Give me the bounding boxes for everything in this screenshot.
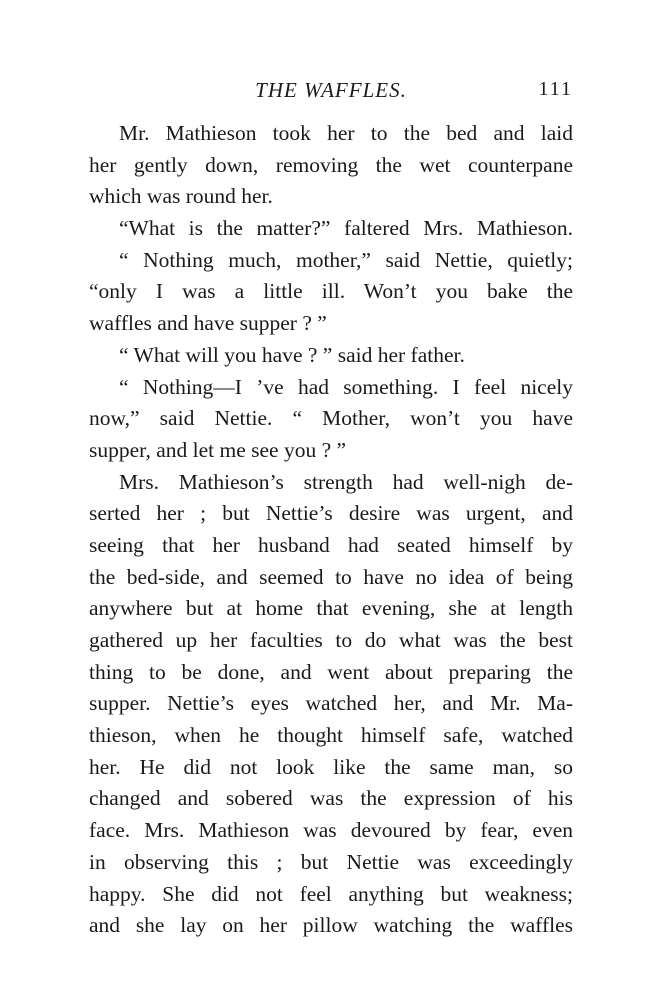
text-line: gathered up her faculties to do what was the best [89, 628, 573, 652]
text-line: “only I was a little ill. Won’t you bake the [89, 279, 573, 304]
text-line: changed and sobered was the expression of his [89, 786, 573, 811]
text-line: Mr. Mathieson took her to the bed and laid [119, 121, 573, 145]
page-number: 111 [538, 78, 573, 100]
text-line: waffles and have supper ? ” [89, 311, 327, 336]
text-line: supper. Nettie’s eyes watched her, and Mr. Ma- [89, 691, 573, 716]
text-line: the bed-side, and seemed to have no idea of being [89, 564, 573, 589]
text-line: her gently down, removing the wet counterpane [89, 152, 573, 177]
body-text [89, 118, 573, 942]
text-line: serted her ; but Nettie’s desire was urgent, and [89, 501, 573, 526]
text-line: which was round her. [89, 184, 273, 209]
page-header [89, 78, 573, 108]
text-line: face. Mrs. Mathieson was devoured by fear, even [89, 818, 573, 843]
text-line: thing to be done, and went about preparing the [89, 659, 573, 684]
running-title: THE WAFFLES. [255, 78, 407, 102]
text-line: her. He did not look like the same man, so [89, 754, 573, 779]
text-line: thieson, when he thought himself safe, watched [89, 723, 573, 748]
text-line: now,” said Nettie. “ Mother, won’t you have [89, 406, 573, 431]
text-line: “ Nothing much, mother,” said Nettie, quietly; [119, 247, 573, 272]
text-line: happy. She did not feel anything but weakness; [89, 881, 573, 906]
text-line: seeing that her husband had seated himself by [89, 532, 573, 557]
text-line: “What is the matter?” faltered Mrs. Mathieson. [119, 216, 573, 241]
text-line: and she lay on her pillow watching the waffles [89, 913, 573, 938]
text-line: “ Nothing—I ’ve had something. I feel nicely [119, 374, 573, 399]
text-line: Mrs. Mathieson’s strength had well-nigh de- [119, 469, 573, 494]
text-line: supper, and let me see you ? ” [89, 437, 347, 462]
text-line: in observing this ; but Nettie was exceedingly [89, 849, 573, 874]
text-line: “ What will you have ? ” said her father. [119, 342, 465, 367]
text-line: anywhere but at home that evening, she at length [89, 596, 573, 621]
